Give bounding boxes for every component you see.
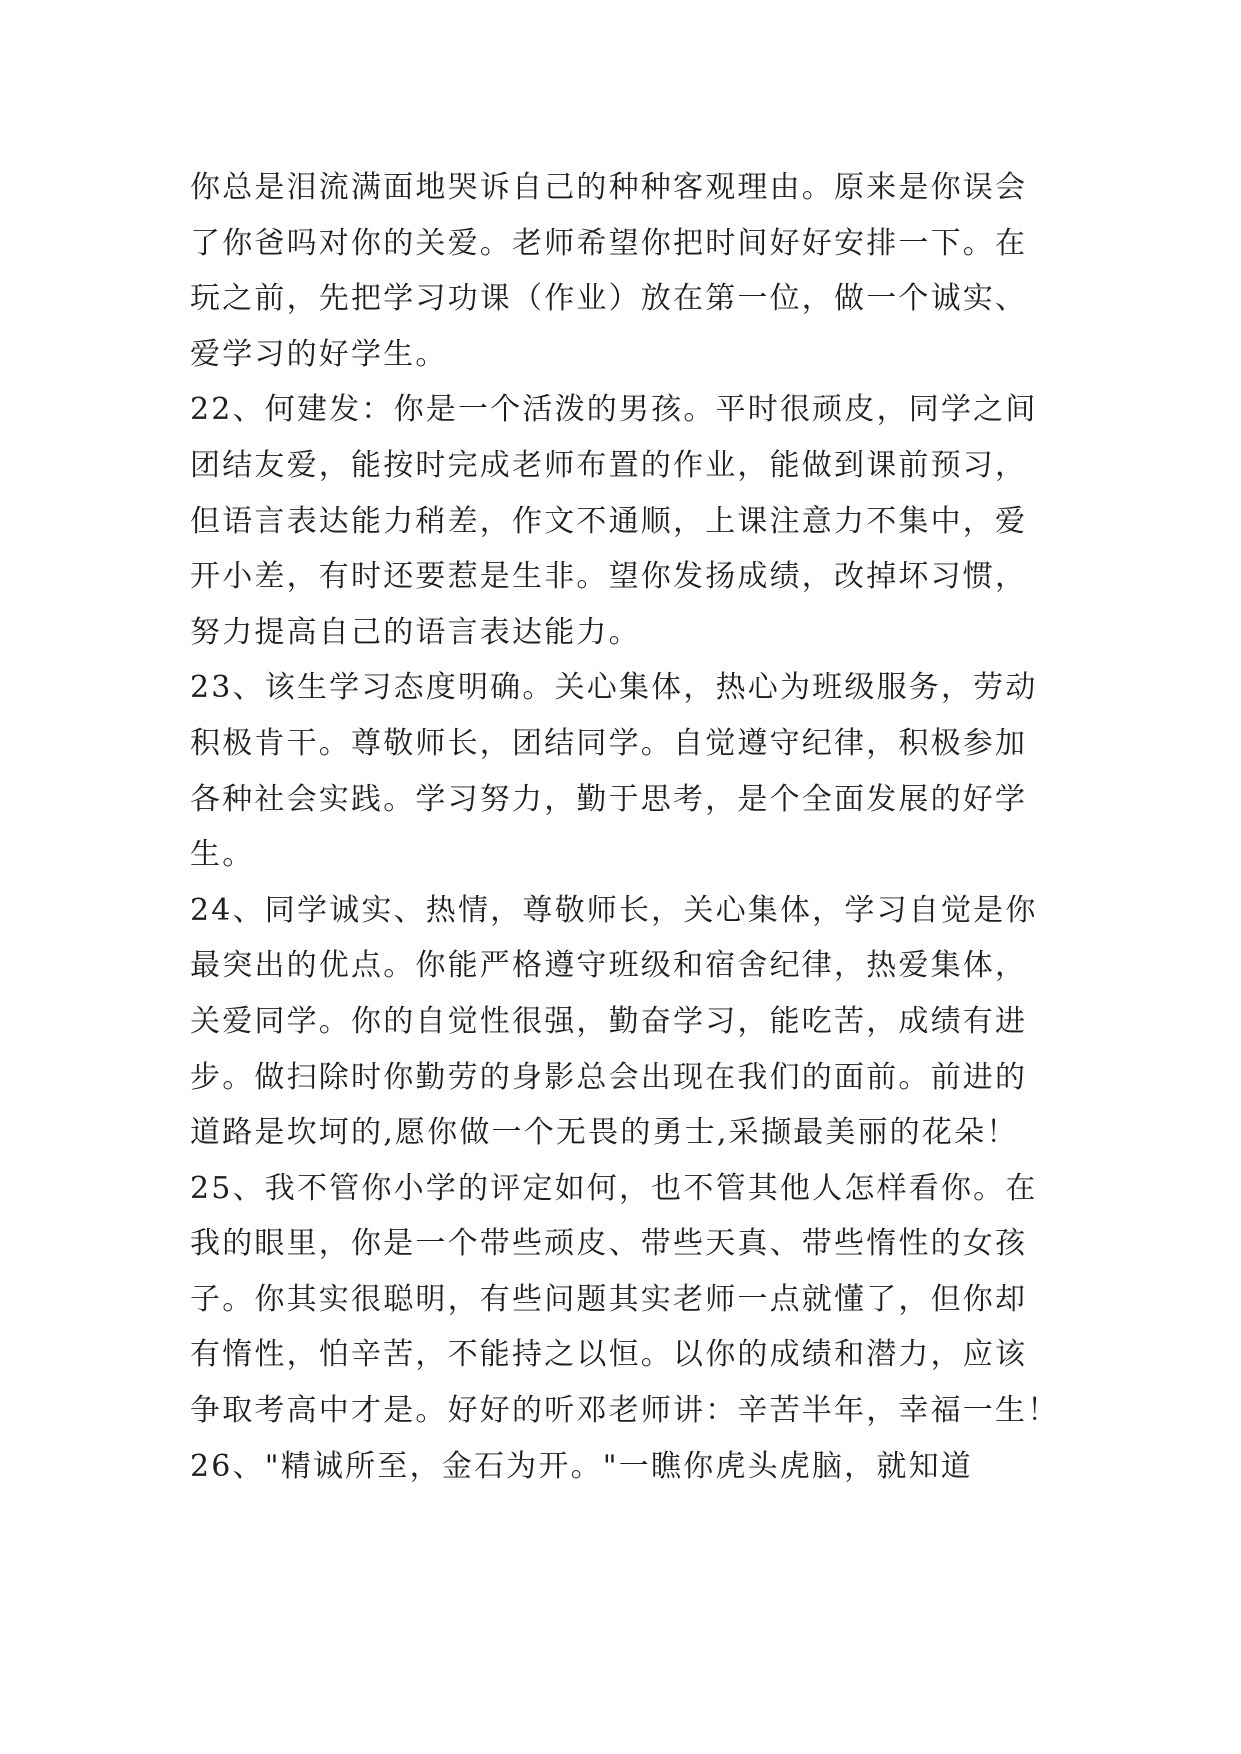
text-line: 积极肯干。尊敬师长，团结同学。自觉遵守纪律，积极参加 [190,725,1028,761]
document-body-text [190,160,1090,1494]
text-line: 努力提高自己的语言表达能力。 [190,614,641,650]
text-line: 22、何建发：你是一个活泼的男孩。平时很顽皮，同学之间 [190,392,1038,428]
text-line: 生。 [190,837,255,873]
text-line: 但语言表达能力稍差，作文不通顺，上课注意力不集中，爱 [190,503,1028,539]
text-line: 我的眼里，你是一个带些顽皮、带些天真、带些惰性的女孩 [190,1226,1028,1262]
text-line: 争取考高中才是。好好的听邓老师讲：辛苦半年，幸福一生！ [190,1393,1060,1429]
text-line: 26、"精诚所至，金石为开。"一瞧你虎头虎脑，就知道 [190,1448,973,1484]
text-line: 关爱同学。你的自觉性很强，勤奋学习，能吃苦，成绩有进 [190,1003,1028,1039]
text-line: 步。做扫除时你勤劳的身影总会出现在我们的面前。前进的 [190,1059,1028,1095]
text-line: 23、该生学习态度明确。关心集体，热心为班级服务，劳动 [190,670,1038,706]
text-line: 了你爸吗对你的关爱。老师希望你把时间好好安排一下。在 [190,225,1028,261]
text-line: 爱学习的好学生。 [190,336,448,372]
text-line: 你总是泪流满面地哭诉自己的种种客观理由。原来是你误会 [190,170,1028,205]
text-line: 24、同学诚实、热情，尊敬师长，关心集体，学习自觉是你 [190,892,1038,928]
text-line: 道路是坎坷的,愿你做一个无畏的勇士,采撷最美丽的花朵！ [190,1115,1019,1151]
text-line: 有惰性，怕辛苦，不能持之以恒。以你的成绩和潜力，应该 [190,1337,1028,1373]
text-line: 团结友爱，能按时完成老师布置的作业，能做到课前预习， [190,447,1028,483]
text-line: 25、我不管你小学的评定如何，也不管其他人怎样看你。在 [190,1170,1038,1206]
text-line: 各种社会实践。学习努力，勤于思考，是个全面发展的好学 [190,781,1028,817]
text-line: 子。你其实很聪明，有些问题其实老师一点就懂了，但你却 [190,1281,1028,1317]
text-line: 玩之前，先把学习功课（作业）放在第一位，做一个诚实、 [190,281,1028,317]
text-line: 最突出的优点。你能严格遵守班级和宿舍纪律，热爱集体， [190,948,1028,984]
text-line: 开小差，有时还要惹是生非。望你发扬成绩，改掉坏习惯， [190,559,1028,595]
